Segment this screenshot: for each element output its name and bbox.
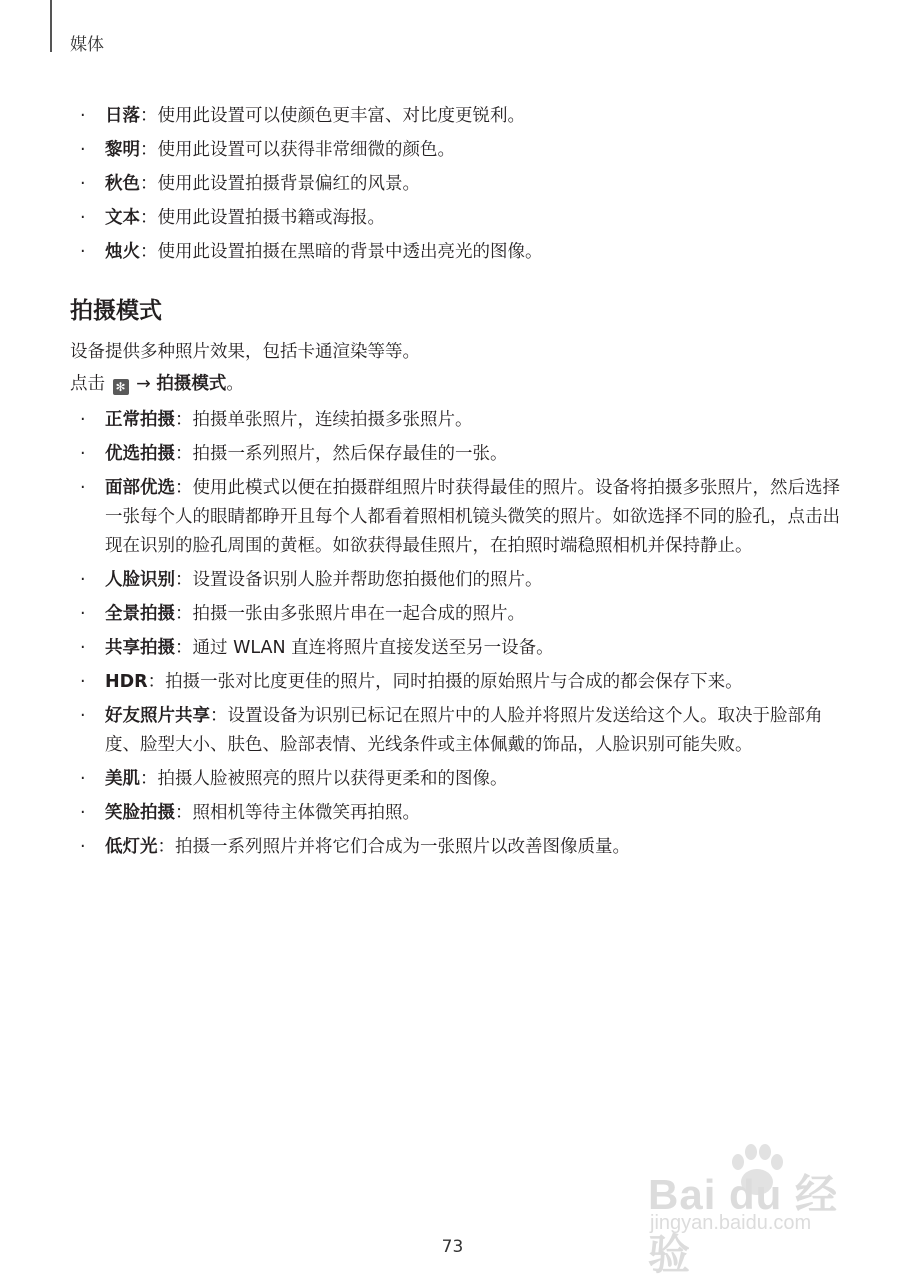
item-description: ：照相机等待主体微笑再拍照。 xyxy=(175,803,420,823)
item-term: 黎明 xyxy=(105,140,140,160)
item-description: ：使用此设置拍摄背景偏红的风景。 xyxy=(140,174,420,194)
page-number: 73 xyxy=(441,1237,464,1257)
list-item xyxy=(70,702,840,760)
item-description: ：使用此设置拍摄在黑暗的背景中透出亮光的图像。 xyxy=(140,242,543,262)
bullet-icon: · xyxy=(80,803,86,823)
item-description: ：使用此设置拍摄书籍或海报。 xyxy=(140,208,385,228)
item-term: 人脸识别 xyxy=(105,570,175,590)
item-term: 面部优选 xyxy=(105,478,175,498)
bullet-icon: · xyxy=(80,106,86,126)
item-term: 烛火 xyxy=(105,242,140,262)
item-term: 日落 xyxy=(105,106,140,126)
list-item xyxy=(70,634,840,663)
list-item xyxy=(70,668,840,697)
modes-list xyxy=(70,406,840,867)
bullet-icon: · xyxy=(80,837,86,857)
item-term: 共享拍摄 xyxy=(105,638,175,658)
list-item xyxy=(70,600,840,629)
item-description: ：使用此设置可以使颜色更丰富、对比度更锐利。 xyxy=(140,106,525,126)
list-item xyxy=(70,170,840,199)
bullet-icon: · xyxy=(80,638,86,658)
item-description: ：使用此设置可以获得非常细微的颜色。 xyxy=(140,140,455,160)
item-term: 优选拍摄 xyxy=(105,444,175,464)
bullet-icon: · xyxy=(80,604,86,624)
item-term: 笑脸拍摄 xyxy=(105,803,175,823)
item-description: ：拍摄一系列照片，然后保存最佳的一张。 xyxy=(175,444,508,464)
instruction-target: 拍摄模式 xyxy=(156,374,227,394)
item-term: HDR xyxy=(105,672,148,692)
section-heading: 拍摄模式 xyxy=(70,298,162,324)
list-item xyxy=(70,474,840,561)
bullet-icon: · xyxy=(80,478,86,498)
watermark-brand: Bai du 经验 xyxy=(648,1171,839,1278)
bullet-icon: · xyxy=(80,570,86,590)
item-description: ：使用此模式以便在拍摄群组照片时获得最佳的照片。设备将拍摄多张照片，然后选择一张每个人的眼睛都睁开且每个人都看着照相机镜头微笑的照片。如欲选择不同的脸孔，点击出现在识别的脸孔周围的黄框。如欲获得最佳照片，在拍照时端稳照相机并保持静止。 xyxy=(105,478,840,556)
item-description: ：拍摄人脸被照亮的照片以获得更柔和的图像。 xyxy=(140,769,508,789)
item-term: 低灯光 xyxy=(105,837,158,857)
item-term: 秋色 xyxy=(105,174,140,194)
list-item xyxy=(70,833,840,862)
list-item xyxy=(70,406,840,435)
bullet-icon: · xyxy=(80,174,86,194)
bullet-icon: · xyxy=(80,140,86,160)
effects-list xyxy=(70,102,840,272)
item-description: ：拍摄一张对比度更佳的照片，同时拍摄的原始照片与合成的都会保存下来。 xyxy=(147,672,743,692)
list-item xyxy=(70,136,840,165)
margin-rule xyxy=(50,0,52,52)
item-description: ：拍摄一张由多张照片串在一起合成的照片。 xyxy=(175,604,525,624)
instruction-prefix: 点击 xyxy=(70,374,105,394)
list-item xyxy=(70,440,840,469)
list-item xyxy=(70,566,840,595)
list-item xyxy=(70,765,840,794)
bullet-icon: · xyxy=(80,242,86,262)
item-term: 文本 xyxy=(105,208,140,228)
arrow-icon: → xyxy=(136,374,151,394)
list-item xyxy=(70,102,840,131)
item-description: ：拍摄一系列照片并将它们合成为一张照片以改善图像质量。 xyxy=(157,837,630,857)
bullet-icon: · xyxy=(80,208,86,228)
bullet-icon: · xyxy=(80,410,86,430)
bullet-icon: · xyxy=(80,444,86,464)
instruction-suffix: 。 xyxy=(226,374,244,394)
item-term: 全景拍摄 xyxy=(105,604,175,624)
item-term: 好友照片共享 xyxy=(105,706,210,726)
list-item xyxy=(70,799,840,828)
bullet-icon: · xyxy=(80,769,86,789)
list-item xyxy=(70,238,840,267)
section-label: 媒体 xyxy=(70,35,104,55)
instruction-paragraph xyxy=(70,370,244,399)
settings-gear-icon[interactable]: ✻ xyxy=(113,379,129,395)
item-term: 美肌 xyxy=(105,769,140,789)
watermark-url: jingyan.baidu.com xyxy=(650,1212,812,1234)
watermark xyxy=(640,1150,880,1278)
list-item xyxy=(70,204,840,233)
item-description: ：设置设备为识别已标记在照片中的人脸并将照片发送给这个人。取决于脸部角度、脸型大小、肤色、脸部表情、光线条件或主体佩戴的饰品，人脸识别可能失败。 xyxy=(105,706,823,755)
bullet-icon: · xyxy=(80,672,86,692)
item-description: ：设置设备识别人脸并帮助您拍摄他们的照片。 xyxy=(175,570,543,590)
bullet-icon: · xyxy=(80,706,86,726)
intro-paragraph: 设备提供多种照片效果，包括卡通渲染等等。 xyxy=(70,342,420,362)
item-term: 正常拍摄 xyxy=(105,410,175,430)
item-description: ：拍摄单张照片，连续拍摄多张照片。 xyxy=(175,410,473,430)
item-description: ：通过 WLAN 直连将照片直接发送至另一设备。 xyxy=(175,638,554,658)
